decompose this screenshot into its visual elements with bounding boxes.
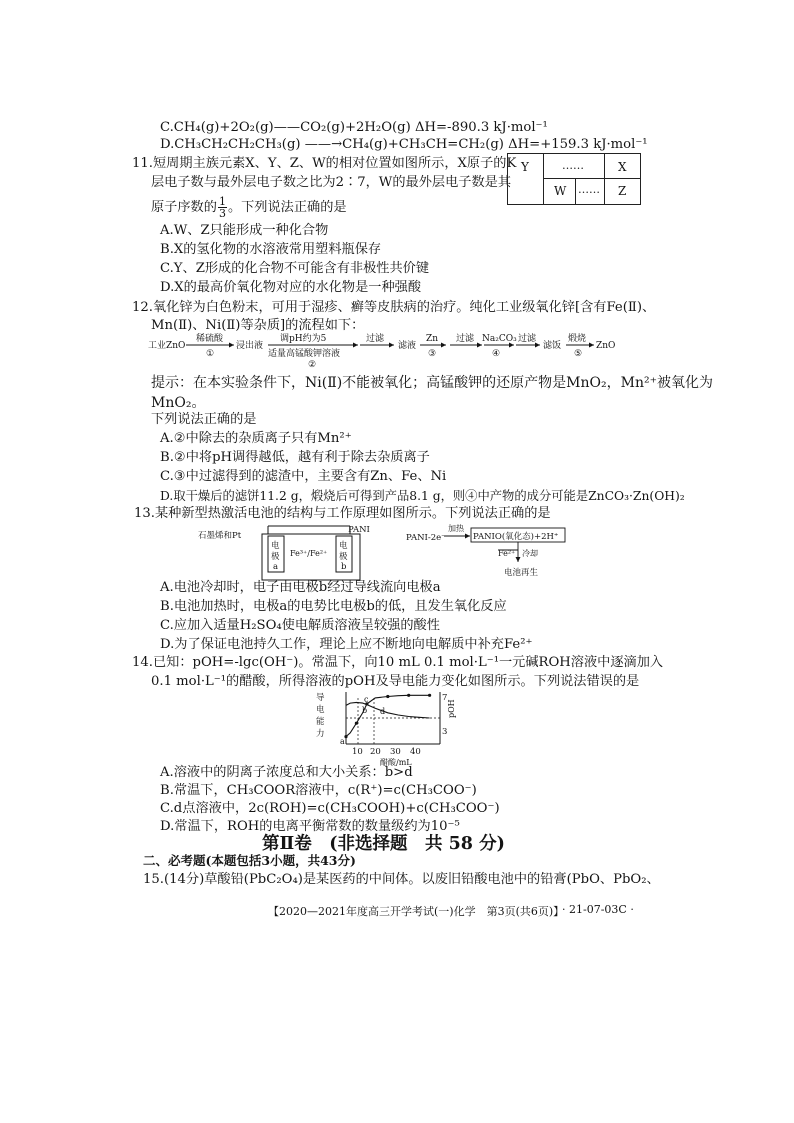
purification-flowchart	[148, 330, 618, 372]
q14-option-b: B.常温下，CH₃COOR溶液中，c(R⁺)=c(CH₃COO⁻)	[160, 783, 477, 798]
q12-line1: 12.氧化锌为白色粉末，可用于湿疹、癣等皮肤病的治疗。纯化工业级氧化锌[含有Fe(Ⅱ)、	[132, 300, 656, 315]
flow-step2-reagent: 适量高锰酸钾溶液	[268, 349, 341, 359]
fraction-numerator: 1	[218, 195, 226, 208]
reaction-heat: 加热	[448, 524, 464, 533]
footer-left: 【2020—2021年度高三开学考试(一)化学 第3页(共6页)】	[268, 905, 565, 918]
q11-line1: 11.短周期主族元素X、Y、Z、W的相对位置如图所示，X原子的K	[132, 156, 517, 171]
flow-step2-label: 调pH约为5	[280, 334, 327, 344]
electrode-b-text1: 电	[339, 541, 348, 551]
poh-curve	[346, 702, 430, 718]
q14-line2: 0.1 mol·L⁻¹的醋酸，所得溶液的pOH及导电能力变化如图所示。下列说法错误的是	[151, 674, 640, 689]
flow-step6-index: ④	[492, 349, 501, 359]
q13-option-d: D.为了保证电池持久工作，理论上应不断地向电解质中补充Fe²⁺	[160, 637, 533, 652]
q13-option-b: B.电池加热时，电极a的电势比电极b的低，且发生氧化反应	[160, 599, 507, 614]
section2-subtitle: 二、必考题(本题包括3小题，共43分)	[143, 853, 356, 868]
electrode-a-text1: 电	[271, 541, 280, 551]
conductivity-curve	[346, 695, 430, 736]
q11-option-b: B.X的氢化物的水溶液常用塑料瓶保存	[160, 242, 382, 257]
section2-title: 第Ⅱ卷 (非选择题 共 58 分)	[262, 834, 505, 854]
q11-option-c: C.Y、Z形成的化合物不可能含有非极性共价键	[160, 261, 430, 276]
x-tick-40: 40	[410, 747, 421, 757]
option-c-previous: C.CH₄(g)+2O₂(g)——CO₂(g)+2H₂O(g) ΔH=-890.3 kJ·mol⁻¹	[160, 120, 548, 135]
reaction-cool: 冷却	[522, 549, 538, 558]
y-axis-label-char3: 能	[316, 717, 325, 727]
q13-option-c: C.应加入适量H₂SO₄使电解质溶液呈较强的酸性	[160, 618, 440, 633]
flow-step8-label: 煅烧	[568, 334, 587, 344]
flow-step5-label: 过滤	[456, 334, 475, 344]
flow-filtrate: 滤液	[398, 341, 417, 351]
battery-figure	[198, 524, 618, 584]
point-label-b: b	[362, 706, 368, 715]
element-z: Z	[618, 184, 627, 198]
q12-option-b: B.②中将pH调得越低，越有利于除去杂质离子	[160, 450, 430, 465]
periodic-position-table	[507, 153, 641, 205]
q11-line3	[151, 196, 347, 219]
reaction-left: PANI-2e⁻	[406, 533, 446, 543]
y-axis-label-char2: 电	[316, 705, 325, 715]
q11-line3-post: 。下列说法正确的是	[227, 200, 347, 215]
flow-step1-index: ①	[206, 349, 215, 359]
fraction	[218, 196, 227, 219]
q12-line2: Mn(Ⅱ)、Ni(Ⅱ)等杂质]的流程如下：	[151, 318, 365, 333]
q11-option-d: D.X的最高价氧化物对应的水化物是一种强酸	[160, 280, 422, 295]
x-tick-30: 30	[390, 747, 401, 757]
right-axis-label: pOH	[447, 699, 456, 718]
table-dots-bottom: ……	[578, 183, 600, 196]
conductivity-point	[344, 735, 347, 738]
option-d-previous: D.CH₃CH₂CH₂CH₃(g) ——→CH₄(g)+CH₃CH=CH₂(g) ΔH=+159.3 kJ·mol⁻¹	[160, 137, 648, 152]
flow-step6-label: Na₂CO₃	[482, 334, 517, 344]
footer-right: · 21-07-03C ·	[562, 903, 634, 916]
right-tick-3: 3	[442, 727, 448, 737]
q12-option-c: C.③中过滤得到的滤渣中，主要含有Zn、Fe、Ni	[160, 469, 447, 484]
element-w: W	[554, 184, 567, 198]
q13-line1: 13.某种新型热激活电池的结构与工作原理如图所示。下列说法正确的是	[134, 506, 551, 521]
battery-left-label: 石墨烯和Pt	[198, 531, 242, 541]
flow-step7-label: 过滤	[518, 334, 537, 344]
flow-step3-label: 过滤	[366, 334, 385, 344]
conductivity-point	[355, 722, 358, 725]
electrode-b-text3: b	[341, 562, 347, 572]
flow-step4-label: Zn	[426, 334, 439, 344]
q15-line1: 15.(14分)草酸铅(PbC₂O₄)是某医药的中间体。以废旧铅酸电池中的铅膏(PbO、PbO₂、	[143, 872, 660, 887]
flow-leachate: 浸出液	[236, 341, 264, 351]
fraction-denominator: 3	[218, 207, 226, 220]
q11-line3-pre: 原子序数的	[151, 200, 217, 215]
x-tick-20: 20	[370, 747, 381, 757]
conductivity-point	[386, 695, 389, 698]
q11-option-a: A.W、Z只能形成一种化合物	[160, 223, 329, 238]
q13-option-a: A.电池冷却时，电子由电极b经过导线流向电极a	[160, 580, 441, 595]
table-dots-top: ……	[562, 159, 584, 172]
reaction-regen: 电池再生	[504, 568, 539, 578]
y-axis-label-char1: 导	[316, 693, 325, 703]
x-tick-10: 10	[352, 747, 363, 757]
x-axis-label: 醋酸/mL	[380, 758, 412, 766]
q14-option-d: D.常温下，ROH的电离平衡常数的数量级约为10⁻⁵	[160, 819, 460, 834]
q12-option-d: D.取干燥后的滤饼11.2 g，煅烧后可得到产品8.1 g，则④中产物的成分可能是ZnCO₃·Zn(OH)₂	[160, 489, 685, 503]
flow-end: ZnO	[596, 341, 616, 351]
reaction-fe2: Fe²⁺	[498, 549, 516, 558]
flow-step8-index: ⑤	[574, 349, 583, 359]
element-x: X	[618, 160, 627, 174]
y-axis-label-char4: 力	[316, 729, 325, 739]
electrode-a-text3: a	[273, 562, 279, 572]
point-label-a: a	[340, 737, 345, 746]
conductivity-point	[407, 694, 410, 697]
q14-option-c: C.d点溶液中，2c(ROH)=c(CH₃COOH)+c(CH₃COO⁻)	[160, 801, 500, 816]
element-y: Y	[521, 160, 529, 174]
flow-step4-index: ③	[428, 349, 437, 359]
point-label-c: c	[364, 695, 369, 704]
electrode-a-text2: 极	[271, 552, 280, 562]
electrolyte-label: Fe³⁺/Fe²⁺	[290, 549, 328, 558]
flow-start: 工业ZnO	[148, 341, 186, 351]
conductivity-pOH-chart	[304, 688, 472, 766]
flow-step2-index: ②	[308, 360, 317, 370]
reaction-product: PANIO(氧化态)+2H⁺	[473, 532, 559, 542]
q14-option-a: A.溶液中的阴离子浓度总和大小关系：b>d	[160, 765, 413, 780]
q12-ask: 下列说法正确的是	[151, 412, 257, 427]
point-label-d: d	[380, 707, 386, 716]
conductivity-point	[428, 694, 431, 697]
q12-option-a: A.②中除去的杂质离子只有Mn²⁺	[160, 431, 352, 446]
flow-filter-cake: 滤饭	[543, 341, 562, 351]
q14-line1: 14.已知：pOH=-lgc(OH⁻)。常温下，向10 mL 0.1 mol·L⁻¹一元碱ROH溶液中逐滴加入	[132, 655, 664, 670]
electrode-b-text2: 极	[339, 552, 348, 562]
q11-line2: 层电子数与最外层电子数之比为2∶7，W的最外层电子数是其	[151, 175, 512, 190]
battery-right-label: PANI	[348, 525, 370, 535]
flow-step1-label: 稀硫酸	[196, 334, 224, 344]
q12-hint-line1: 提示：在本实验条件下，Ni(Ⅱ)不能被氧化；高锰酸钾的还原产物是MnO₂，Mn²⁺被氧化为	[151, 375, 713, 391]
q12-hint-line2: MnO₂。	[151, 395, 206, 411]
right-tick-7: 7	[442, 693, 448, 703]
